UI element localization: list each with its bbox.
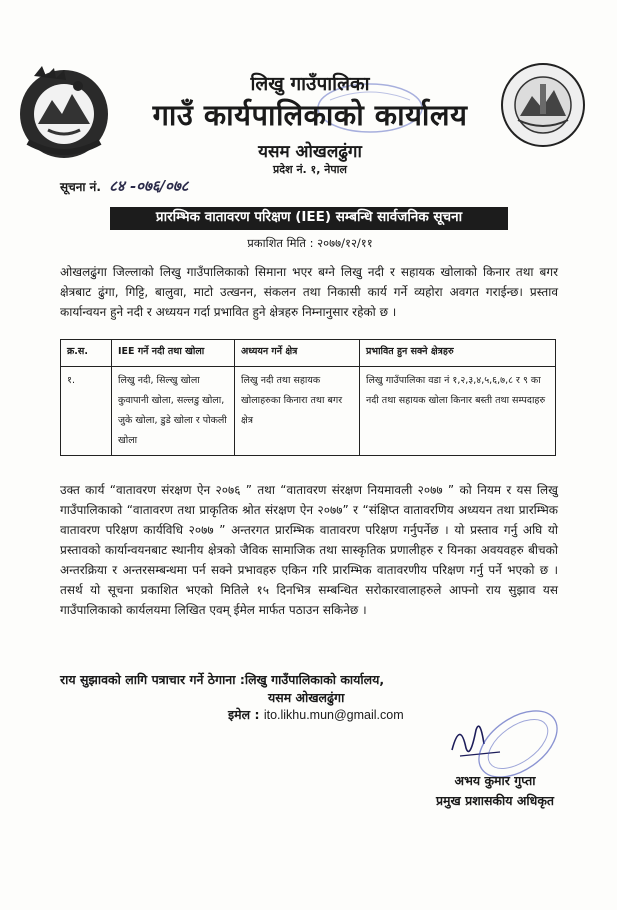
municipality-name: लिखु गाउँपालिका <box>250 73 370 95</box>
contact-location-line: यसम ओखलढुंगा <box>268 690 345 705</box>
municipality-seal-logo <box>500 62 586 148</box>
contact-email-line <box>228 706 404 723</box>
cell-serial: १. <box>61 367 112 456</box>
contact-address-line: राय सुझावको लागि पत्राचार गर्ने ठेगाना :लिखु गाउँपालिकाको कार्यालय, <box>60 672 385 687</box>
province-line: प्रदेश नं. १, नेपाल <box>273 163 347 176</box>
header-serial: क्र.स. <box>61 340 112 367</box>
cell-rivers: लिखु नदी, सिल्खु खोला कुवापानी खोला, सल्लडु खोला, जुके खोला, डुडे खोला र पोकली खोला <box>112 367 235 456</box>
notice-reference <box>60 176 188 196</box>
header-study-area: अध्ययन गर्ने क्षेत्र <box>235 340 360 367</box>
notice-ref-number: ८४ -०७६/०७८ <box>109 177 189 195</box>
signer-name: अभय कुमार गुप्ता <box>454 773 536 788</box>
notice-ref-label: सूचना नं. <box>60 180 101 194</box>
office-title: गाउँ कार्यपालिकाको कार्यालय <box>152 98 468 132</box>
table-row <box>61 367 556 456</box>
cell-study-area: लिखु नदी तथा सहायक खोलाहरुका किनारा तथा बगर क्षेत्र <box>235 367 360 456</box>
header-affected-areas: प्रभावित हुन सक्ने क्षेत्रहरु <box>360 340 556 367</box>
published-date: प्रकाशित मिति : २०७७/१२/११ <box>247 236 373 250</box>
intro-paragraph: ओखलढुंगा जिल्लाको लिखु गाउँपालिकाको सिमाना भएर बग्ने लिखु नदी र सहायक खोलाको किनार तथा बगर क्षेत्रबाट ढुंगा, गिट्टि, बालुवा, माटो उत्खनन, संकलन तथा निकासी कार्य गर्ने व्यहोरा अवगत गराईन्छ। प्रस्ताव कार्यान्वयन हुने नदी र अध्ययन गर्दा प्रभावित हुने क्षेत्रहरु निम्नानुसार रहेको छ । <box>60 265 558 319</box>
details-paragraph: उक्त कार्य “वातावरण संरक्षण ऐन २०७६ ” तथा “वातावरण संरक्षण नियमावली २०७७ ” को नियम र यस लिखु गाउँपालिकाको “वातावरण तथा प्राकृतिक श्रोत संरक्षण ऐन २०७७” र “संक्षिप्त वातावरणिय अध्ययन तथा प्रारम्भिक वातावरण परिक्षण कार्यविधि २०७७ ” अन्तरगत प्रारम्भिक वातावरण परिक्षण गर्नुपर्नेछ । यो प्रस्ताव गर्नु अघि यो प्रस्तावको कार्यान्वयनबाट स्थानीय क्षेत्रको जैविक सामाजिक तथा सास्कृतिक प्रणालीहरु र यिनका अवयवहरु बीचको अन्तरक्रिया र अन्तरसम्बन्धमा पर्न सक्ने प्रभावहरु एकिन गरि प्रारम्भिक वातावरणीय परिक्षण गर्नु पर्ने भएको छ । तसर्थ यो सूचना प्रकाशित भएको मितिले १५ दिनभित्र सम्बन्धित सरोकारवालाहरुले आफ्नो राय सुझाव यस गाउँपालिकाको कार्यलयमा लिखित एवम् ईमेल मार्फत पठाउन सकिनेछ । <box>60 483 558 617</box>
table-header-row <box>61 340 556 367</box>
header-rivers: IEE गर्ने नदी तथा खोला <box>112 340 235 367</box>
notice-title: प्रारम्भिक वातावरण परिक्षण (IEE) सम्बन्धि सार्वजनिक सूचना <box>110 207 508 230</box>
nepal-emblem-logo <box>14 62 114 162</box>
office-location: यसम ओखलढुंगा <box>258 142 362 162</box>
cell-affected-areas: लिखु गाउँपालिका वडा नं १,२,३,४,५,६,७,८ र ९ का नदी तथा सहायक खोला किनार बस्ती तथा सम्पदाहरु <box>360 367 556 456</box>
affected-areas-table <box>60 339 556 456</box>
email-label: इमेल : <box>228 707 260 722</box>
email-address[interactable]: ito.likhu.mun@gmail.com <box>263 708 404 722</box>
signer-designation: प्रमुख प्रशासकीय अधिकृत <box>435 793 555 808</box>
